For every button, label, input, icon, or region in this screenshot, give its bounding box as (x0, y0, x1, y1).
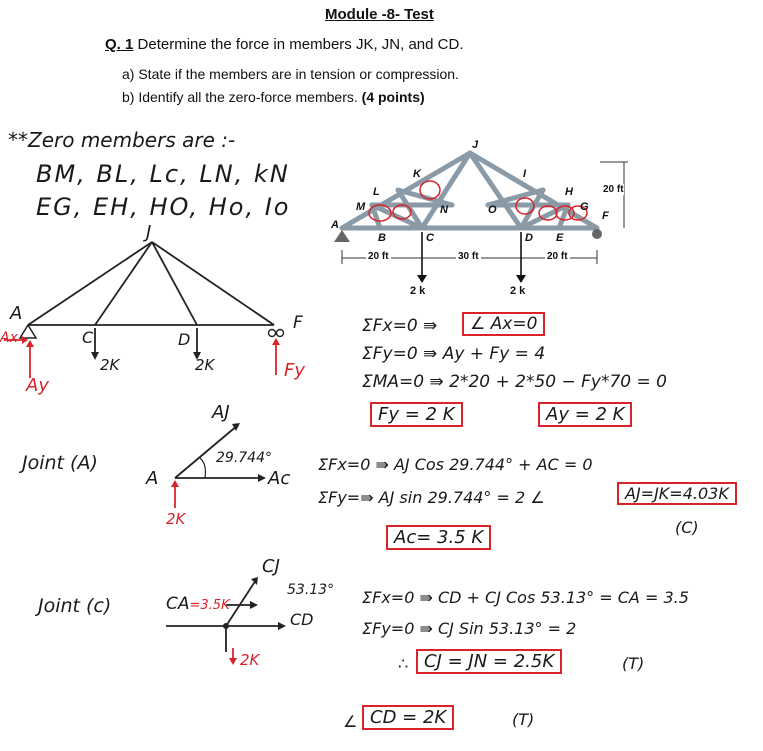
node-label-d-truss: D (525, 232, 533, 244)
joint-c-load: 2K (240, 651, 260, 669)
page-title: Module -8- Test (325, 6, 434, 23)
eq-sum-moment: ΣMA=0 ⇛ 2*20 + 2*50 − Fy*70 = 0 (362, 372, 667, 392)
node-label-g: G (580, 201, 589, 213)
node-label-a-truss: A (331, 219, 339, 231)
joint-a-eq-fx: ΣFx=0 ⇛ AJ Cos 29.744° + AC = 0 (318, 455, 593, 474)
node-label-h: H (565, 186, 573, 198)
joint-c-ca-label: CA (166, 594, 190, 614)
node-label-e: E (556, 232, 564, 244)
node-label-n: N (440, 204, 448, 216)
dim-span-left: 20 ft (368, 251, 389, 262)
question-text: Determine the force in members JK, JN, and CD. (137, 36, 464, 53)
node-label-f-truss: F (602, 210, 609, 222)
fbd-reaction-fy: Fy (284, 360, 306, 381)
fbd-label-f: F (293, 313, 303, 333)
joint-c-title: Joint (c) (38, 595, 112, 617)
joint-c-ca (166, 594, 230, 614)
fbd-reaction-ay: Ay (26, 375, 49, 396)
dim-span-mid: 30 ft (458, 251, 479, 262)
joint-a-angle: 29.744° (216, 450, 272, 466)
joint-c-tag-tension-2: (T) (512, 710, 535, 729)
node-label-k: K (413, 168, 421, 180)
dim-height: 20 ft (603, 184, 624, 195)
zero-members-heading: **Zero members are :- (8, 128, 236, 152)
part-a: a) State if the members are in tension or compression. (122, 66, 459, 82)
joint-c-result-cd: CD = 2K (362, 705, 454, 730)
fbd-load-d: 2K (195, 356, 215, 374)
part-b-text: b) Identify all the zero-force members. (122, 89, 358, 105)
node-label-b: B (378, 232, 386, 244)
joint-c-cd: CD (290, 610, 314, 629)
fbd-label-j: J (146, 222, 152, 243)
joint-c-therefore: ∴ (398, 654, 409, 673)
joint-c-result-cj: CJ = JN = 2.5K (416, 649, 562, 674)
eq-ax-result: ∠ Ax=0 (462, 312, 545, 336)
fbd-label-a: A (10, 303, 23, 324)
fbd-load-c: 2K (100, 356, 120, 374)
joint-a-node: A (146, 468, 159, 489)
joint-a-aj: AJ (212, 402, 230, 423)
joint-c-angle-sym: ∠ (343, 712, 358, 731)
joint-c-eq-fy: ΣFy=0 ⇛ CJ Sin 53.13° = 2 (362, 619, 577, 638)
eq-sum-fx: ΣFx=0 ⇛ (362, 316, 438, 336)
node-label-m: M (356, 201, 366, 213)
fbd-label-d: D (178, 330, 191, 349)
joint-a-ac: Ac (268, 468, 291, 489)
dim-span-right: 20 ft (547, 251, 568, 262)
joint-c-ca-value: =3.5K (189, 598, 230, 613)
eq-sum-fy: ΣFy=0 ⇛ Ay + Fy = 4 (362, 344, 546, 364)
fbd-reaction-ax: Ax (0, 330, 18, 346)
zero-members-line2: EG, EH, HO, Ho, Io (36, 193, 291, 221)
joint-a-load: 2K (166, 510, 186, 528)
joint-c-cj: CJ (262, 556, 280, 577)
question-number: Q. 1 (105, 36, 134, 53)
joint-c-eq-fx: ΣFx=0 ⇛ CD + CJ Cos 53.13° = CA = 3.5 (362, 588, 689, 607)
joint-c-angle: 53.13° (287, 582, 335, 598)
joint-a-title: Joint (A) (22, 452, 98, 474)
node-label-o: O (488, 204, 497, 216)
fbd-label-c: C (82, 328, 94, 347)
joint-a-tag-compression: (C) (675, 518, 699, 537)
node-label-c-truss: C (426, 232, 434, 244)
node-label-l: L (373, 186, 380, 198)
node-label-i: I (523, 168, 527, 180)
load-label-left: 2 k (410, 285, 426, 297)
eq-fy-result: Fy = 2 K (370, 402, 463, 427)
eq-ay-result: Ay = 2 K (538, 402, 632, 427)
node-label-j: J (472, 139, 479, 151)
joint-a-result-ac: Ac= 3.5 K (386, 525, 491, 550)
zero-members-line1: BM, BL, Lc, LN, kN (36, 160, 290, 188)
joint-a-result-jk: AJ=JK=4.03K (617, 482, 737, 505)
load-label-right: 2 k (510, 285, 526, 297)
joint-c-tag-tension-1: (T) (622, 654, 645, 673)
joint-a-eq-fy: ΣFy=⇛ AJ sin 29.744° = 2 ∠ (318, 488, 545, 507)
part-b-points: (4 points) (361, 89, 425, 105)
